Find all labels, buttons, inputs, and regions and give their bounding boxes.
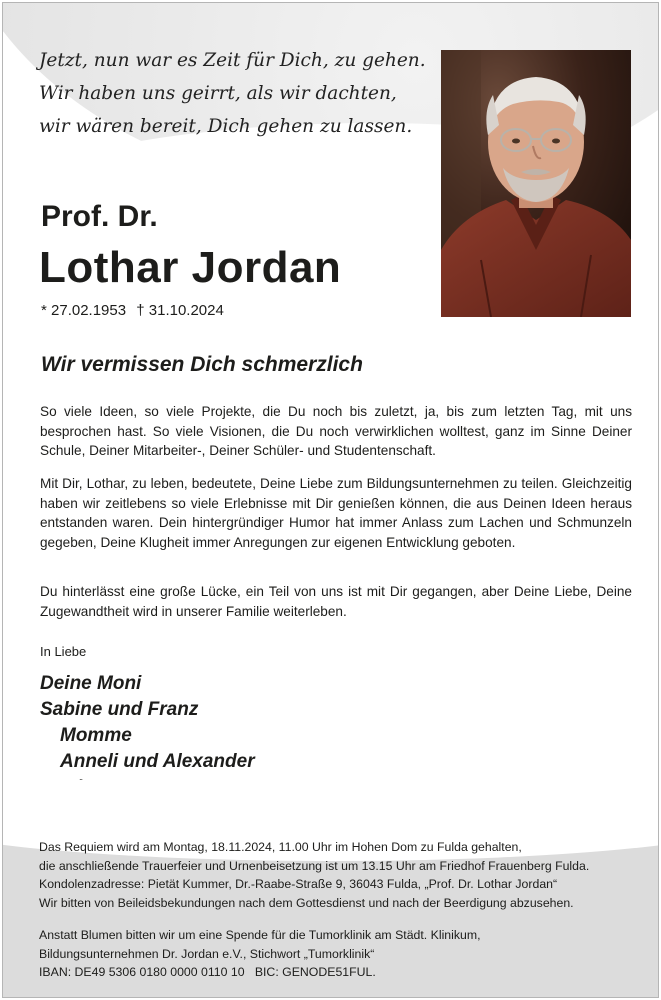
paragraph: So viele Ideen, so viele Projekte, die Du noch bis zuletzt, ja, bis zum letzten Tag, mit uns besprochen hast. So viele Visionen, die Du noch verwirklichen wolltest, ganz im Sinne Deiner Schule, Deiner Mitarbeiter-, Deiner Schüler- und Studentenschaft. — [40, 404, 632, 458]
signature-line: Anneli und Alexander — [60, 751, 255, 772]
signature-line: Momme — [60, 725, 132, 746]
main-heading: Wir vermissen Dich schmerzlich — [41, 353, 363, 376]
poem-line: Jetzt, nun war es Zeit für Dich, zu gehen. — [39, 50, 426, 71]
info-line: Das Requiem wird am Montag, 18.11.2024, 11.00 Uhr im Hohen Dom zu Fulda gehalten, — [39, 840, 522, 854]
birth-date: * 27.02.1953 — [41, 302, 127, 319]
poem-line: wir wären bereit, Dich gehen zu lassen. — [39, 116, 413, 137]
info-line: Anstatt Blumen bitten wir um eine Spende für die Tumorklinik am Städt. Klinikum, — [39, 928, 481, 942]
portrait-illustration — [441, 50, 631, 317]
poem — [39, 44, 426, 143]
death-date: † 31.10.2024 — [136, 302, 224, 319]
closing-phrase: In Liebe — [40, 644, 87, 659]
info-line: Bildungsunternehmen Dr. Jordan e.V., Stichwort „Tumorklinik“ — [39, 946, 375, 961]
info-line: Kondolenzadresse: Pietät Kummer, Dr.-Raabe-Straße 9, 36043 Fulda, „Prof. Dr. Lothar Jordan“ — [39, 877, 558, 891]
deceased-name: Lothar Jordan — [39, 243, 342, 292]
portrait-photo — [441, 50, 631, 317]
service-info — [39, 838, 589, 912]
signature-line: Sabine und Franz — [40, 699, 199, 720]
obituary-card — [2, 2, 659, 998]
info-line: IBAN: DE49 5306 0180 0000 0110 10 BIC: GENODE51FUL. — [39, 965, 376, 979]
info-line: Wir bitten von Beileidsbekundungen nach dem Gottesdienst und nach der Beerdigung abzusehen. — [39, 895, 574, 910]
life-dates — [41, 302, 230, 319]
signature-line: Deine Moni — [40, 673, 142, 694]
paragraph: Du hinterlässt eine große Lücke, ein Teil von uns ist mit Dir gegangen, aber Deine Liebe, Deine Zugewandtheit wird in unserer Familie weiterleben. — [40, 584, 632, 619]
donation-info — [39, 926, 481, 982]
info-line: die anschließende Trauerfeier und Urnenbeisetzung ist um 13.15 Uhr am Friedhof Frauenberg Fulda. — [39, 858, 590, 873]
poem-line: Wir haben uns geirrt, als wir dachten, — [39, 83, 397, 104]
paragraph: Mit Dir, Lothar, zu leben, bedeutete, Deine Liebe zum Bildungsunternehmen zu teilen. Gleichzeitig haben wir zeitlebens so viele Erlebnisse mit Dir genießen können, die aus Deinen Ideen heraus entstanden waren. Dein hintergründiger Humor hat immer Anlass zum Lachen und Schmunzeln gegeben, Deine Klugheit immer Anregungen zur eigenen Entwicklung geboten. — [40, 476, 632, 550]
academic-title: Prof. Dr. — [41, 200, 158, 233]
